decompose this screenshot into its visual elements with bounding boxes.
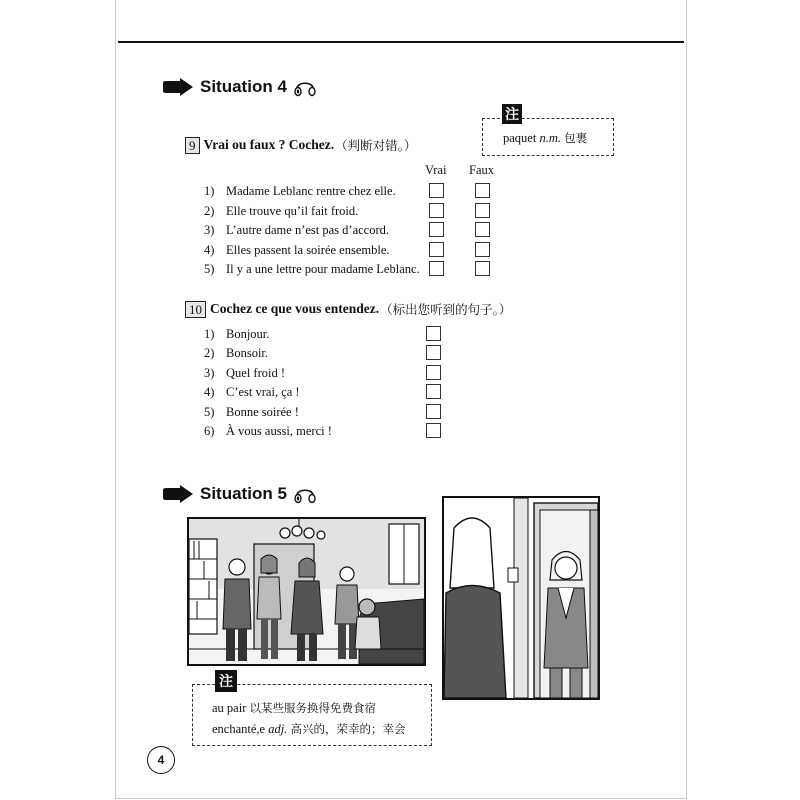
arrow-icon (162, 78, 194, 96)
exercise-title: Cochez ce que vous entendez. (210, 301, 380, 316)
answer-checkbox[interactable] (426, 404, 441, 419)
question-row: 1) Bonjour. (204, 327, 270, 341)
situation-5-heading (162, 483, 317, 505)
answer-checkbox[interactable] (426, 365, 441, 380)
living-room-illustration (187, 517, 426, 666)
exercise-title: Vrai ou faux ? Cochez. (203, 137, 335, 152)
page-number: 4 (147, 746, 175, 774)
question-row: 1) Madame Leblanc rentre chez elle. (204, 184, 396, 198)
vrai-checkbox[interactable] (429, 183, 444, 198)
doorway-illustration (442, 496, 600, 700)
exercise-number: 10 (185, 301, 206, 318)
note-word: enchanté,e (212, 722, 266, 736)
question-row: 4) C’est vrai, ça ! (204, 385, 300, 399)
header-rule (118, 41, 684, 43)
vrai-checkbox[interactable] (429, 242, 444, 257)
note-entry (212, 700, 376, 716)
note-tag: 注 (502, 104, 522, 124)
situation-4-heading (162, 76, 317, 98)
question-row: 2) Elle trouve qu’il fait froid. (204, 204, 359, 218)
question-row: 2) Bonsoir. (204, 346, 269, 360)
note-tag: 注 (215, 670, 237, 692)
vrai-checkbox[interactable] (429, 261, 444, 276)
exercise-10-heading (185, 300, 511, 318)
vrai-checkbox[interactable] (429, 203, 444, 218)
question-row: 3) Quel froid ! (204, 366, 286, 380)
note-meaning: 高兴的，荣幸的；幸会 (290, 722, 406, 736)
question-row: 5) Il y a une lettre pour madame Leblanc. (204, 262, 420, 276)
faux-checkbox[interactable] (475, 183, 490, 198)
vrai-checkbox[interactable] (429, 222, 444, 237)
situation-5-title: Situation 5 (200, 484, 287, 503)
note-meaning: 包裹 (564, 131, 588, 145)
exercise-9-heading (185, 136, 416, 154)
faux-checkbox[interactable] (475, 242, 490, 257)
headphone-icon (293, 483, 317, 505)
note-pos: adj. (268, 722, 288, 736)
column-vrai: Vrai (425, 163, 447, 177)
exercise-instruction-cn: （标出您听到的句子。） (380, 302, 512, 317)
note-word: paquet (503, 131, 537, 145)
faux-checkbox[interactable] (475, 261, 490, 276)
note-word: au pair (212, 701, 247, 715)
column-faux: Faux (469, 163, 494, 177)
faux-checkbox[interactable] (475, 222, 490, 237)
question-row: 3) L’autre dame n’est pas d’accord. (204, 223, 390, 237)
note-entry (212, 721, 405, 737)
headphone-icon (293, 76, 317, 98)
exercise-instruction-cn: （判断对错。） (335, 138, 417, 153)
question-row: 6) À vous aussi, merci ! (204, 424, 332, 438)
answer-checkbox[interactable] (426, 345, 441, 360)
question-row: 5) Bonne soirée ! (204, 405, 299, 419)
note-pos: n.m. (539, 131, 561, 145)
answer-checkbox[interactable] (426, 423, 441, 438)
arrow-icon (162, 485, 194, 503)
answer-checkbox[interactable] (426, 326, 441, 341)
note-meaning: 以某些服务换得免费食宿 (249, 701, 376, 715)
faux-checkbox[interactable] (475, 203, 490, 218)
question-row: 4) Elles passent la soirée ensemble. (204, 243, 390, 257)
answer-checkbox[interactable] (426, 384, 441, 399)
exercise-number: 9 (185, 137, 200, 154)
situation-4-title: Situation 4 (200, 77, 287, 96)
note-entry (503, 130, 587, 146)
